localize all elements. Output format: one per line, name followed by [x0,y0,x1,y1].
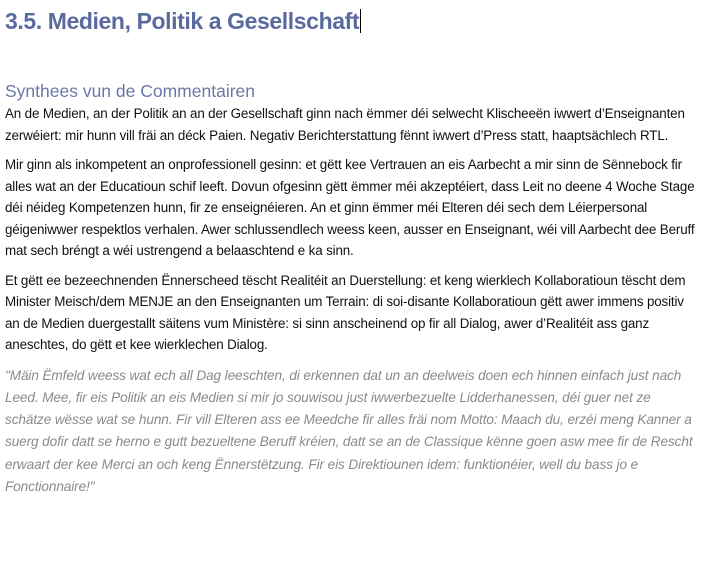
quote-block: "Mäin Ëmfeld weess wat ech all Dag leeschten, di erkennen dat un an deelweis doen ech hinnen einfach just nach Leed. Mee, fir eis Politik an eis Medien si mir jo souwisou just iwwerbezuelte Lidderhanessen, déi guer net ze schätze wësse wat se hunn. Fir vill Elteren ass ee Meedche fir alles fräi nom Motto: Maach du, erzéi meng Kanner a suerg dofir datt se herno e gutt bezueltene Beruff kréien, datt se an de Classique kënne goen asw mee fir de Rescht erwaart der kee Merci an och keng Ënnerstëtzung. Fir eis Direktiounen idem: funktionéier, well du bass jo e Fonctionnaire!" [5,367,693,494]
section-subtitle: Synthees vun de Commentairen [5,81,255,101]
paragraph-3: Et gëtt ee bezeechnenden Ënnerscheed tëscht Realitéit an Duerstellung: et keng wierklech Kollaboratioun tëscht dem Minister Meisch/dem MENJE an den Enseignanten um Terrain: di soi-disante Kollaboratioun gëtt awer immens positiv an de Medien duergestallt säitens vum Ministère: si sinn anscheinend op fir all Dialog, awer d’Realitéit ass ganz aneschtes, do gëtt et kee wierklechen Dialog. [5,272,686,352]
text-cursor [360,9,361,33]
paragraph-2: Mir ginn als inkompetent an onprofessionell gesinn: et gëtt kee Vertrauen an eis Aarbecht a mir sinn de Sënnebock fir alles wat an der Educatioun schif leeft. Dovun ofgesinn gëtt ëmmer méi akzeptéiert, dass Leit no deene 4 Woche Stage déi néideg Kompetenzen hunn, fir ze enseignéieren. An et ginn ëmmer méi Elteren déi sech dem Léierpersonal géigeniwwer respektlos verhalen. Awer schlussendlech weess keen, ausser en Enseignant, wéi vill Aarbecht dee Beruff mat sech bréngt a wéi ustrengend a belaaschtend e ka sinn. [5,157,695,258]
document-page [5,0,695,498]
section-heading [5,6,695,36]
section-title: 3.5. Medien, Politik a Gesellschaft [5,8,360,34]
paragraph-1: An de Medien, an der Politik an an der Gesellschaft ginn nach ëmmer déi selwecht Klischeeën iwwert d’Enseignanten zerwéiert: mir hunn vill fräi an déck Paien. Negativ Berichterstattung fënnt iwwert d’Press statt, haaptsächlech RTL. [5,106,685,143]
